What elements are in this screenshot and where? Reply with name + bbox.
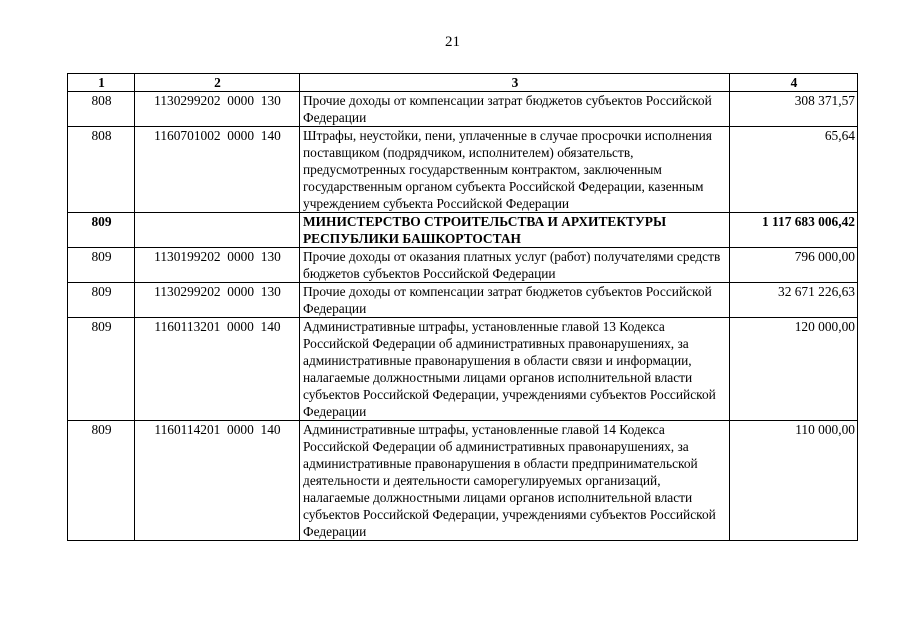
column-header-1: 1 — [68, 74, 135, 92]
budget-code-cell: 1160114201 0000 140 — [135, 421, 300, 541]
budget-code-cell: 1160113201 0000 140 — [135, 318, 300, 421]
amount-cell: 65,64 — [730, 127, 858, 213]
budget-code-cell — [135, 213, 300, 248]
ministry-total-cell: 1 117 683 006,42 — [730, 213, 858, 248]
table-row — [68, 283, 858, 318]
amount-cell: 796 000,00 — [730, 248, 858, 283]
budget-code-cell: 1160701002 0000 140 — [135, 127, 300, 213]
budget-code-cell: 1130199202 0000 130 — [135, 248, 300, 283]
budget-code-cell: 1130299202 0000 130 — [135, 92, 300, 127]
revenue-name-cell: Административные штрафы, установленные главой 14 Кодекса Российской Федерации об административных правонарушениях, за административные правонарушения в области предпринимательской деятельности и деятельности саморегулируемых организаций, налагаемые должностными лицами органов исполнительной власти субъектов Российской Федерации, учреждениями субъектов Российской Федерации — [300, 421, 730, 541]
revenue-name-cell: Административные штрафы, установленные главой 13 Кодекса Российской Федерации об административных правонарушениях, за административные правонарушения в области связи и информации, налагаемые должностными лицами органов исполнительной власти субъектов Российской Федерации, учреждениями субъектов Российской Федерации — [300, 318, 730, 421]
amount-cell: 32 671 226,63 — [730, 283, 858, 318]
amount-cell: 308 371,57 — [730, 92, 858, 127]
ministry-name-cell: МИНИСТЕРСТВО СТРОИТЕЛЬСТВА И АРХИТЕКТУРЫ РЕСПУБЛИКИ БАШКОРТОСТАН — [300, 213, 730, 248]
admin-code-cell: 809 — [68, 283, 135, 318]
column-header-4: 4 — [730, 74, 858, 92]
table-row — [68, 421, 858, 541]
table-body — [68, 92, 858, 541]
budget-code-cell: 1130299202 0000 130 — [135, 283, 300, 318]
table-row — [68, 248, 858, 283]
revenue-name-cell: Прочие доходы от компенсации затрат бюджетов субъектов Российской Федерации — [300, 92, 730, 127]
amount-cell: 110 000,00 — [730, 421, 858, 541]
amount-cell: 120 000,00 — [730, 318, 858, 421]
revenue-table — [67, 73, 858, 541]
table-row — [68, 318, 858, 421]
table-row-ministry — [68, 213, 858, 248]
admin-code-cell: 808 — [68, 92, 135, 127]
table-row — [68, 127, 858, 213]
admin-code-cell: 809 — [68, 248, 135, 283]
revenue-name-cell: Прочие доходы от оказания платных услуг (работ) получателями средств бюджетов субъектов Российской Федерации — [300, 248, 730, 283]
revenue-name-cell: Прочие доходы от компенсации затрат бюджетов субъектов Российской Федерации — [300, 283, 730, 318]
table-row — [68, 92, 858, 127]
admin-code-cell: 809 — [68, 213, 135, 248]
page-number: 21 — [445, 34, 460, 50]
column-header-2: 2 — [135, 74, 300, 92]
table-header-row — [68, 74, 858, 92]
revenue-name-cell: Штрафы, неустойки, пени, уплаченные в случае просрочки исполнения поставщиком (подрядчиком, исполнителем) обязательств, предусмотренных государственным контрактом, заключенным государственным органом субъекта Российской Федерации, казенным учреждением субъекта Российской Федерации — [300, 127, 730, 213]
admin-code-cell: 808 — [68, 127, 135, 213]
admin-code-cell: 809 — [68, 318, 135, 421]
admin-code-cell: 809 — [68, 421, 135, 541]
column-header-3: 3 — [300, 74, 730, 92]
